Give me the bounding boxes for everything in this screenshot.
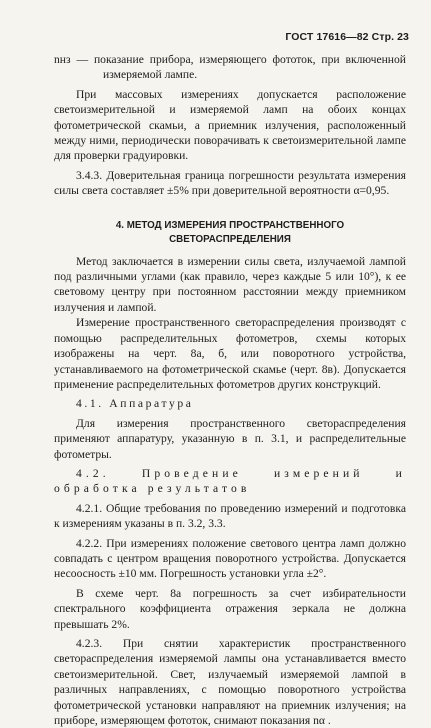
subsection-4-2-title: 4.2. Проведение измерений и обработка результатов	[54, 466, 406, 496]
subsection-4-1-title: 4.1. Аппаратура	[76, 397, 194, 411]
section-heading: 4. МЕТОД ИЗМЕРЕНИЯ ПРОСТРАНСТВЕННОГО СВЕТОРАСПРЕДЕЛЕНИЯ	[115, 219, 345, 245]
page-header: ГОСТ 17616—82 Стр. 23	[285, 31, 409, 43]
paragraph-4-2-3: 4.2.3. При снятии характеристик пространственного светораспределения измеряемой лампы она устанавливается вместо светоизмерительной. Свет, излучаемый измеряемой лампой в различных направлениях, с помощью поворотного устройства фотометрической установки направляют на приемник излучения; на приборе, измеряющем фототок, снимают показания nα .	[54, 637, 406, 728]
page-body	[54, 52, 406, 728]
paragraph-apparatus: Для измерения пространственного светораспределения применяют аппаратуру, указанную в п. 3.1, и распределительные фотометры.	[54, 416, 406, 461]
paragraph-measurement: Измерение пространственного светораспределения производят с помощью распределительных фотометров, схемы которых изображены на черт. 8а, б, или поворотного устройства, устанавливаемого на фотометрической скамье (черт. 8в). Допускается применение распределительных фотометров других конструкций.	[54, 316, 406, 391]
paragraph-4-2-2: 4.2.2. При измерениях положение светового центра ламп должно совпадать с центром вращения поворотного устройства. Допускается несоосность ±10 мм. Погрешность установки угла ±2°.	[54, 536, 406, 581]
paragraph-mirror: В схеме черт. 8а погрешность за счет избирательности спектрального коэффициента отражения зеркала не должна превышать 2%.	[54, 586, 406, 631]
paragraph-4-2-1: 4.2.1. Общие требования по проведению измерений и подготовка к измерениям указаны в п. 3.2, 3.3.	[54, 501, 406, 531]
paragraph-mass-measurements: При массовых измерениях допускается расположение светоизмерительной и измеряемой ламп на обоих концах фотометрической скамьи, а приемник излучения, расположенный между ними, периодически поворачивать к светоизмерительной лампе для проверки градуировки.	[54, 87, 406, 163]
paragraph-method: Метод заключается в измерении силы света, излучаемой лампой под различными углами (как правило, через каждые 5 или 10°), к ее световому центру при постоянном расстоянии между приемником излучения и лампой.	[54, 254, 406, 314]
paragraph-3-4-3: 3.4.3. Доверительная граница погрешности результата измерения силы света составляет ±5% при доверительной вероятности α=0,95.	[54, 168, 406, 198]
definition-paragraph: nнз — показание прибора, измеряющего фототок, при включенной измеряемой лампе.	[54, 53, 406, 82]
